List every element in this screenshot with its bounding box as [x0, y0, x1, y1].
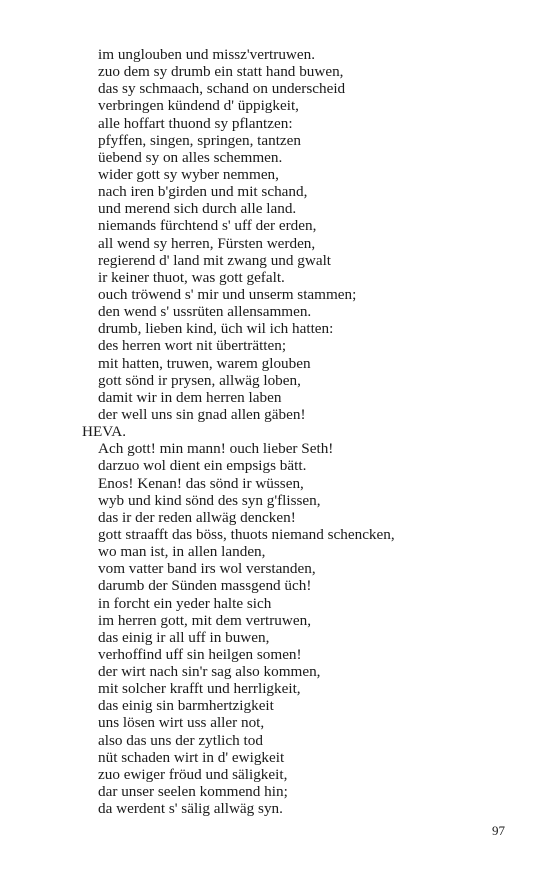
verse-line: uns lösen wirt uss aller not, — [98, 714, 265, 732]
verse-line: ouch tröwend s' mir und unserm stammen; — [98, 285, 357, 303]
verse-line: alle hoffart thuond sy pflantzen: — [98, 114, 293, 132]
verse-line: wider gott sy wyber nemmen, — [98, 165, 279, 183]
verse-line: das sy schmaach, schand on underscheid — [98, 80, 346, 98]
verse-line: wyb und kind sönd des syn g'flissen, — [98, 491, 321, 509]
verse-line: niemands fürchtend s' uff der erden, — [98, 217, 317, 235]
verse-line: verbringen kündend d' üppigkeit, — [98, 97, 299, 115]
verse-line: zuo dem sy drumb ein statt hand buwen, — [98, 63, 344, 81]
verse-line: nüt schaden wirt in d' ewigkeit — [98, 748, 285, 766]
verse-line: pfyffen, singen, springen, tantzen — [98, 131, 302, 149]
verse-line: gott sönd ir prysen, allwäg loben, — [98, 371, 301, 389]
verse-line: wo man ist, in allen landen, — [98, 543, 266, 561]
verse-line: drumb, lieben kind, üch wil ich hatten: — [98, 320, 334, 338]
verse-line: mit solcher krafft und herrligkeit, — [98, 680, 301, 698]
verse-line: darzuo wol dient ein empsigs bätt. — [98, 457, 307, 475]
verse-line: das einig ir all uff in buwen, — [98, 628, 270, 646]
verse-line: zuo ewiger fröud und säligkeit, — [98, 765, 288, 783]
verse-line: nach iren b'girden und mit schand, — [98, 183, 308, 201]
verse-line: Enos! Kenan! das sönd ir wüssen, — [98, 474, 304, 492]
verse-line: regierend d' land mit zwang und gwalt — [98, 251, 332, 269]
verse-line: verhoffind uff sin heilgen somen! — [98, 645, 302, 663]
verse-line: all wend sy herren, Fürsten werden, — [98, 234, 316, 252]
verse-line: und merend sich durch alle land. — [98, 200, 297, 218]
verse-line: der well uns sin gnad allen gäben! — [98, 405, 306, 423]
speaker-name: HEVA. — [82, 423, 127, 441]
verse-line: des herren wort nit überträtten; — [98, 337, 287, 355]
page-number: 97 — [492, 823, 505, 838]
verse-line: das einig sin barmhertzigkeit — [98, 697, 274, 715]
verse-line: ir keiner thuot, was gott gefalt. — [98, 268, 285, 286]
verse-line: der wirt nach sin'r sag also kommen, — [98, 663, 321, 681]
verse-line: den wend s' ussrüten allensammen. — [98, 303, 312, 321]
verse-line: dar unser seelen kommend hin; — [98, 783, 288, 801]
verse-line: gott straafft das böss, thuots niemand schencken, — [98, 525, 395, 543]
verse-line: üebend sy on alles schemmen. — [98, 148, 283, 166]
verse-line: in forcht ein yeder halte sich — [98, 594, 272, 612]
verse-line: im herren gott, mit dem vertruwen, — [98, 611, 311, 629]
verse-line: das ir der reden allwäg dencken! — [98, 508, 296, 526]
verse-text — [82, 46, 522, 817]
verse-line: im unglouben und missz'vertruwen. — [98, 46, 316, 63]
verse-line: da werdent s' sälig allwäg syn. — [98, 800, 283, 818]
verse-line: mit hatten, truwen, warem glouben — [98, 354, 311, 372]
verse-line: also das uns der zytlich tod — [98, 731, 263, 749]
verse-line: vom vatter band irs wol verstanden, — [98, 560, 316, 578]
verse-line: damit wir in dem herren laben — [98, 388, 282, 406]
verse-line: Ach gott! min mann! ouch lieber Seth! — [98, 440, 334, 458]
verse-line: darumb der Sünden massgend üch! — [98, 577, 312, 595]
